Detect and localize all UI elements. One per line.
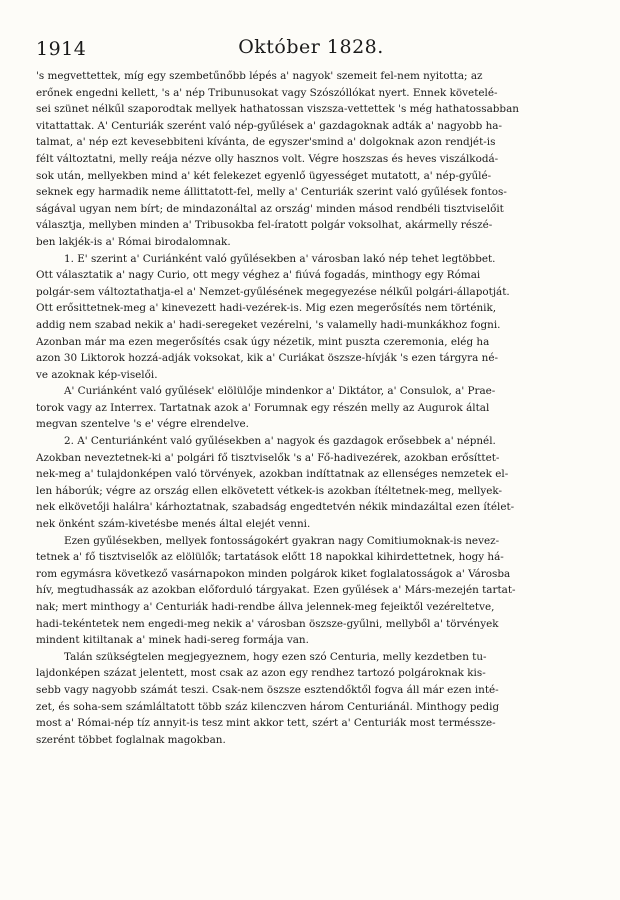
text-line: rom egymásra következő vasárnapokon minden polgárok kiket foglalatosságok a' Városba [36,567,511,580]
page-header [36,36,586,66]
paragraph [36,383,586,433]
body-text [36,68,586,748]
text-line: megvan szentelve 's e' végre elrendelve. [36,418,249,431]
text-line: szerént többet foglalnak magokban. [36,733,226,746]
text-line: választja, mellyben minden a' Tribusokba fel-íratott polgár voksolhat, akármelly részé- [36,219,493,232]
text-line: azon 30 Liktorok hozzá-adják voksokat, kik a' Curiákat öszsze-hívják 's ezen tárgyra né- [36,352,498,365]
running-title: Október 1828. [238,36,384,58]
text-line: erőnek engedni kellett, 's a' nép Tribunusokat vagy Szószóllókat nyert. Ennek követelé- [36,86,498,99]
text-line: talmat, a' nép ezt kevesebbiteni kívánta, de egyszer'smind a' dolgoknak azon rendjét-is [36,136,496,149]
paragraph [36,68,586,251]
text-line: félt változtatni, melly reája nézve olly hasznos volt. Végre hoszszas és heves viszálkodá- [36,152,499,165]
text-line: zet, és soha-sem számláltatott több száz kilenczven három Centuriánál. Minthogy pedig [36,700,500,713]
text-line: nek önként szám-kivetésbe menés által elejét venni. [36,518,311,531]
page-number: 1914 [36,38,87,60]
text-line: vitattattak. A' Centuriák szerént való nép-gyűlések a' gazdagoknak adták a' nagyobb ha- [36,119,502,132]
text-line: tetnek a' fő tisztviselők az elölülők; tartatások előtt 18 napokkal kihirdettetnek, hogy há- [36,551,504,564]
text-line: Talán szükségtelen megjegyeznem, hogy ezen szó Centuria, melly kezdetben tu- [64,650,487,663]
paragraph [36,649,586,749]
text-line: Ott erősittetnek-meg a' kinevezett hadi-vezérek-is. Mig ezen megerősítés nem történik, [36,302,497,315]
text-line: nek elkövetőji halálra' kárhoztatnak, szabadság engedtetvén nékik mindazáltal ezen ítélet- [36,501,515,514]
text-line: ságával ugyan nem bírt; de mindazonáltal az ország' minden másod rendbéli tisztviselőit [36,202,504,215]
text-line: sebb vagy nagyobb számát teszi. Csak-nem öszsze esztendőktől fogva áll már ezen inté- [36,683,499,696]
text-line: len háborúk; végre az ország ellen elkövetett vétkek-is azokban ítéltetnek-meg, mellyek- [36,484,502,497]
text-line: 2. A' Centuriánként való gyűlésekben a' nagyok és gazdagok erősebbek a' népnél. [64,435,496,448]
text-line: Azokban neveztetnek-ki a' polgári fő tisztviselők 's a' Fő-hadivezérek, azokban erősíttet- [36,451,500,464]
text-line: addig nem szabad nekik a' hadi-seregeket vezérelni, 's valamelly hadi-munkákhoz fogni. [36,318,501,331]
text-line: nek-meg a' tulajdonképen való törvények, azokban indíttatnak az ellenséges nemzetek el- [36,468,509,481]
paragraph [36,433,586,533]
text-line: nak; mert minthogy a' Centuriák hadi-rendbe állva jelennek-meg fejeiktől vezéreltetve, [36,601,495,613]
text-line: Azonban már ma ezen megerősítés csak úgy nézetik, mint puszta czeremonia, elég ha [36,335,490,348]
text-line: ve azoknak kép-viselői. [36,368,158,381]
text-line: most a' Római-nép tíz annyit-is tesz mint akkor tett, szért a' Centuriák most terméssze- [36,717,496,730]
text-line: 1. E' szerint a' Curiánként való gyűlésekben a' városban lakó nép tehet legtöbbet. [64,252,496,265]
text-line: seknek egy harmadik neme állittatott-fel, melly a' Centuriák szerint való gyűlések fontos- [36,186,507,199]
text-line: Ott választatik a' nagy Curio, ott megy véghez a' fiúvá fogadás, minthogy egy Római [36,269,481,282]
text-line: lajdonképen százat jelentett, most csak az azon egy rendhez tartozó polgároknak kis- [36,667,486,680]
text-line: ben lakjék-is a' Római birodalomnak. [36,235,231,248]
text-line: polgár-sem változtathatja-el a' Nemzet-gyűlésének megegyezése nélkűl polgári-állapotját. [36,285,510,298]
text-line: torok vagy az Interrex. Tartatnak azok a' Forumnak egy részén melly az Augurok által [36,401,490,414]
text-line: A' Curiánként való gyűlések' elölülője mindenkor a' Diktátor, a' Consulok, a' Prae- [64,385,496,398]
paragraph [36,251,586,384]
text-line: sok után, mellyekben mind a' két felekezet egyenlő ügyességet mutatott, a' nép-gyűlé- [36,169,492,182]
text-line: hív, megtudhassák az azokban előforduló tárgyakat. Ezen gyűlések a' Márs-mezején tartat- [36,584,516,597]
text-line: 's megvettettek, míg egy szembetűnőbb lépés a' nagyok' szemeit fel-nem nyitotta; az [36,70,483,82]
text-line: Ezen gyűlésekben, mellyek fontosságokért gyakran nagy Comitiumoknak-is nevez- [64,534,500,547]
paragraph [36,533,586,649]
text-line: hadi-tekéntetek nem engedi-meg nekik a' városban öszsze-gyűlni, mellyből a' törvények [36,617,499,630]
text-line: mindent kitiltanak a' minek hadi-sereg formája van. [36,634,309,647]
text-line: sei szünet nélkűl szaporodtak mellyek hathatossan viszsza-vettettek 's még hathatossabban [36,103,519,116]
